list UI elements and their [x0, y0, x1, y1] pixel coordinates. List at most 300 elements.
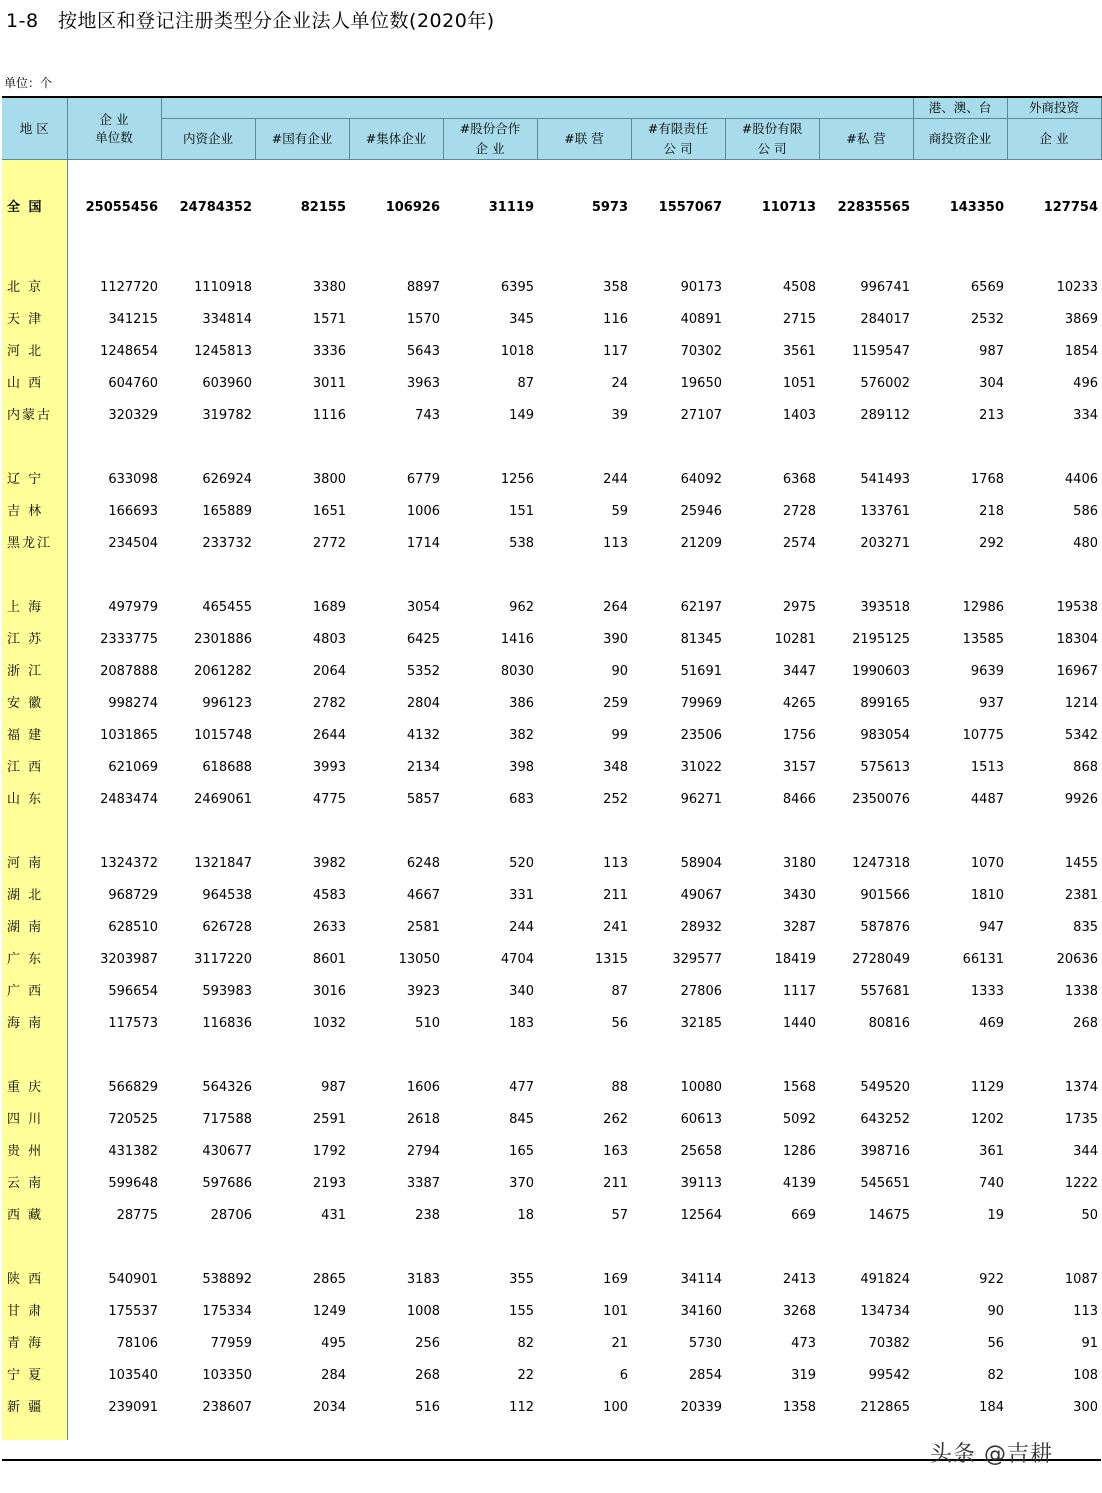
value-cell: 549520 — [860, 1080, 910, 1095]
value-cell — [537, 240, 631, 272]
region-cell: 河 北 — [2, 336, 67, 368]
value-cell: 2195125 — [852, 632, 910, 647]
value-cell: 1374 — [1064, 1080, 1098, 1095]
value-cell: 252 — [603, 792, 628, 807]
header-hmt-bottom: 商投资企业 — [913, 119, 1007, 160]
value-cell: 12564 — [680, 1208, 722, 1223]
value-cell: 241 — [603, 920, 628, 935]
value-cell: 603960 — [202, 376, 252, 391]
value-cell — [67, 1040, 161, 1072]
value-cell: 59 — [611, 504, 628, 519]
value-cell: 1416 — [500, 632, 534, 647]
value-cell: 5352 — [406, 664, 440, 679]
value-cell: 998274 — [108, 696, 158, 711]
value-cell: 292 — [979, 536, 1004, 551]
value-cell — [67, 160, 161, 177]
value-cell: 5342 — [1064, 728, 1098, 743]
value-cell — [725, 1424, 819, 1440]
value-cell: 22 — [517, 1368, 534, 1383]
value-cell: 3268 — [782, 1304, 816, 1319]
value-cell: 70382 — [868, 1336, 910, 1351]
table-row — [2, 1360, 1101, 1392]
value-cell: 604760 — [108, 376, 158, 391]
value-cell: 3963 — [406, 376, 440, 391]
value-cell: 99542 — [868, 1368, 910, 1383]
value-cell: 56 — [987, 1336, 1004, 1351]
value-cell: 3380 — [312, 280, 346, 295]
region-cell: 河 南 — [2, 848, 67, 880]
value-cell — [631, 1232, 725, 1264]
value-cell — [255, 240, 349, 272]
value-cell: 106926 — [385, 200, 440, 215]
value-cell: 80816 — [868, 1016, 910, 1031]
value-cell: 1324372 — [100, 856, 158, 871]
value-cell: 538 — [509, 536, 534, 551]
value-cell — [443, 240, 537, 272]
spacer-row — [2, 1232, 1101, 1264]
value-cell: 2061282 — [194, 664, 252, 679]
value-cell — [913, 1232, 1007, 1264]
table-row — [2, 976, 1101, 1008]
value-cell: 3561 — [782, 344, 816, 359]
value-cell: 473 — [791, 1336, 816, 1351]
value-cell: 341215 — [108, 312, 158, 327]
value-cell: 24784352 — [179, 200, 252, 215]
value-cell: 155 — [509, 1304, 534, 1319]
region-cell: 宁 夏 — [2, 1360, 67, 1392]
region-cell: 陕 西 — [2, 1264, 67, 1296]
watermark: 头条 @吉耕 — [930, 1442, 1053, 1467]
value-cell: 1051 — [782, 376, 816, 391]
value-cell: 77959 — [210, 1336, 252, 1351]
value-cell: 18 — [517, 1208, 534, 1223]
region-cell: 上 海 — [2, 592, 67, 624]
value-cell: 103540 — [108, 1368, 158, 1383]
value-cell: 2350076 — [852, 792, 910, 807]
table-row — [2, 528, 1101, 560]
value-cell — [537, 1040, 631, 1072]
value-cell: 62197 — [680, 600, 722, 615]
value-cell: 348 — [603, 760, 628, 775]
value-cell: 520 — [509, 856, 534, 871]
value-cell — [443, 1232, 537, 1264]
table-row-national — [2, 176, 1101, 240]
table-row — [2, 496, 1101, 528]
value-cell: 163 — [603, 1144, 628, 1159]
value-cell: 256 — [415, 1336, 440, 1351]
value-cell: 28932 — [680, 920, 722, 935]
value-cell: 238607 — [202, 1400, 252, 1415]
value-cell: 6248 — [406, 856, 440, 871]
value-cell: 331 — [509, 888, 534, 903]
value-cell: 24 — [611, 376, 628, 391]
value-cell: 8601 — [312, 952, 346, 967]
value-cell: 81345 — [680, 632, 722, 647]
value-cell: 319 — [791, 1368, 816, 1383]
value-cell: 259 — [603, 696, 628, 711]
value-cell: 545651 — [860, 1176, 910, 1191]
table-header — [2, 97, 1101, 160]
value-cell: 2865 — [312, 1272, 346, 1287]
value-cell: 238 — [415, 1208, 440, 1223]
value-cell: 117 — [603, 344, 628, 359]
table-row — [2, 1264, 1101, 1296]
header-hmt-top: 港、澳、台 — [913, 97, 1007, 119]
value-cell: 3054 — [406, 600, 440, 615]
region-cell — [2, 1040, 67, 1072]
value-cell: 149 — [509, 408, 534, 423]
value-cell: 717588 — [202, 1112, 252, 1127]
value-cell — [725, 1232, 819, 1264]
table-row — [2, 720, 1101, 752]
value-cell: 2618 — [406, 1112, 440, 1127]
region-cell: 全 国 — [2, 176, 67, 240]
value-cell: 56 — [611, 1016, 628, 1031]
header-joint-stock-coop-top: #股份合作 — [459, 121, 521, 136]
value-cell: 1117 — [782, 984, 816, 999]
value-cell: 386 — [509, 696, 534, 711]
region-cell — [2, 432, 67, 464]
value-cell: 23506 — [680, 728, 722, 743]
value-cell: 19650 — [680, 376, 722, 391]
table-row — [2, 880, 1101, 912]
value-cell: 541493 — [860, 472, 910, 487]
value-cell: 1714 — [406, 536, 440, 551]
value-cell: 2581 — [406, 920, 440, 935]
value-cell: 34114 — [680, 1272, 722, 1287]
value-cell: 477 — [509, 1080, 534, 1095]
value-cell: 82 — [987, 1368, 1004, 1383]
value-cell: 50 — [1081, 1208, 1098, 1223]
value-cell: 345 — [509, 312, 534, 327]
value-cell: 3447 — [782, 664, 816, 679]
value-cell: 899165 — [860, 696, 910, 711]
value-cell — [255, 1232, 349, 1264]
value-cell: 370 — [509, 1176, 534, 1191]
value-cell: 496 — [1073, 376, 1098, 391]
value-cell: 2804 — [406, 696, 440, 711]
value-cell: 6779 — [406, 472, 440, 487]
value-cell: 264 — [603, 600, 628, 615]
value-cell: 643252 — [860, 1112, 910, 1127]
value-cell: 8030 — [500, 664, 534, 679]
value-cell — [67, 432, 161, 464]
value-cell: 947 — [979, 920, 1004, 935]
value-cell: 1568 — [782, 1080, 816, 1095]
value-cell: 901566 — [860, 888, 910, 903]
value-cell — [1007, 160, 1101, 177]
table-row — [2, 1008, 1101, 1040]
value-cell: 113 — [603, 856, 628, 871]
value-cell: 4265 — [782, 696, 816, 711]
value-cell: 3869 — [1064, 312, 1098, 327]
value-cell — [67, 1424, 161, 1440]
value-cell: 2301886 — [194, 632, 252, 647]
value-cell: 13050 — [398, 952, 440, 967]
value-cell: 165 — [509, 1144, 534, 1159]
value-cell: 1018 — [500, 344, 534, 359]
value-cell: 82155 — [300, 200, 346, 215]
value-cell — [1007, 432, 1101, 464]
value-cell: 8897 — [406, 280, 440, 295]
value-cell: 334 — [1073, 408, 1098, 423]
value-cell: 566829 — [108, 1080, 158, 1095]
value-cell: 835 — [1073, 920, 1098, 935]
value-cell: 5973 — [591, 200, 628, 215]
value-cell: 262 — [603, 1112, 628, 1127]
table-row — [2, 912, 1101, 944]
value-cell: 2193 — [312, 1176, 346, 1191]
value-cell: 49067 — [680, 888, 722, 903]
value-cell — [443, 560, 537, 592]
value-cell — [1007, 1040, 1101, 1072]
value-cell — [255, 1040, 349, 1072]
region-cell: 山 东 — [2, 784, 67, 816]
value-cell — [819, 816, 913, 848]
region-cell: 四 川 — [2, 1104, 67, 1136]
value-cell: 1606 — [406, 1080, 440, 1095]
value-cell — [443, 160, 537, 177]
unit-label: 单位：个 — [4, 76, 53, 90]
value-cell — [255, 432, 349, 464]
value-cell: 720525 — [108, 1112, 158, 1127]
region-cell: 重 庆 — [2, 1072, 67, 1104]
value-cell — [67, 816, 161, 848]
value-cell: 5092 — [782, 1112, 816, 1127]
value-cell: 334814 — [202, 312, 252, 327]
value-cell — [819, 1424, 913, 1440]
table-row — [2, 272, 1101, 304]
value-cell: 1440 — [782, 1016, 816, 1031]
value-cell: 2064 — [312, 664, 346, 679]
value-cell: 100 — [603, 1400, 628, 1415]
value-cell: 25658 — [680, 1144, 722, 1159]
header-state-owned: #国有企业 — [255, 119, 349, 160]
header-foreign-bottom: 企 业 — [1007, 119, 1101, 160]
value-cell: 3993 — [312, 760, 346, 775]
value-cell — [725, 160, 819, 177]
table-row — [2, 1296, 1101, 1328]
value-cell: 491824 — [860, 1272, 910, 1287]
value-cell: 3011 — [312, 376, 346, 391]
value-cell: 60613 — [680, 1112, 722, 1127]
enterprise-table — [2, 96, 1102, 1440]
region-cell: 湖 北 — [2, 880, 67, 912]
value-cell: 3016 — [312, 984, 346, 999]
value-cell — [255, 1424, 349, 1440]
value-cell: 2034 — [312, 1400, 346, 1415]
table-row — [2, 1392, 1101, 1424]
value-cell: 983054 — [860, 728, 910, 743]
value-cell: 91 — [1081, 1336, 1098, 1351]
value-cell: 184 — [979, 1400, 1004, 1415]
value-cell: 234504 — [108, 536, 158, 551]
value-cell: 13585 — [962, 632, 1004, 647]
value-cell: 6425 — [406, 632, 440, 647]
value-cell: 1571 — [312, 312, 346, 327]
value-cell: 618688 — [202, 760, 252, 775]
value-cell: 166693 — [108, 504, 158, 519]
value-cell — [161, 1232, 255, 1264]
value-cell: 96271 — [680, 792, 722, 807]
value-cell: 1116 — [312, 408, 346, 423]
value-cell: 1286 — [782, 1144, 816, 1159]
value-cell: 32185 — [680, 1016, 722, 1031]
value-cell: 621069 — [108, 760, 158, 775]
value-cell: 2715 — [782, 312, 816, 327]
value-cell: 593983 — [202, 984, 252, 999]
value-cell — [443, 1424, 537, 1440]
value-cell — [725, 240, 819, 272]
value-cell: 2975 — [782, 600, 816, 615]
value-cell: 28775 — [116, 1208, 158, 1223]
value-cell: 3336 — [312, 344, 346, 359]
value-cell: 25946 — [680, 504, 722, 519]
value-cell: 2854 — [688, 1368, 722, 1383]
value-cell: 5730 — [688, 1336, 722, 1351]
value-cell: 268 — [1073, 1016, 1098, 1031]
value-cell — [1007, 240, 1101, 272]
value-cell: 320329 — [108, 408, 158, 423]
region-cell: 黑龙江 — [2, 528, 67, 560]
value-cell: 90 — [611, 664, 628, 679]
value-cell: 127754 — [1043, 200, 1098, 215]
value-cell: 66131 — [962, 952, 1004, 967]
value-cell: 398716 — [860, 1144, 910, 1159]
value-cell — [819, 432, 913, 464]
region-cell: 广 东 — [2, 944, 67, 976]
value-cell: 1570 — [406, 312, 440, 327]
value-cell: 21209 — [680, 536, 722, 551]
value-cell: 382 — [509, 728, 534, 743]
region-cell: 内蒙古 — [2, 400, 67, 432]
table-row — [2, 368, 1101, 400]
value-cell — [631, 560, 725, 592]
value-cell: 183 — [509, 1016, 534, 1031]
value-cell: 431382 — [108, 1144, 158, 1159]
table-row — [2, 1104, 1101, 1136]
value-cell: 596654 — [108, 984, 158, 999]
table-row — [2, 592, 1101, 624]
value-cell: 845 — [509, 1112, 534, 1127]
value-cell: 962 — [509, 600, 534, 615]
value-cell: 626924 — [202, 472, 252, 487]
value-cell: 18419 — [774, 952, 816, 967]
value-cell: 6368 — [782, 472, 816, 487]
value-cell: 319782 — [202, 408, 252, 423]
value-cell: 968729 — [108, 888, 158, 903]
value-cell: 1222 — [1064, 1176, 1098, 1191]
value-cell: 22835565 — [837, 200, 910, 215]
table-row — [2, 1136, 1101, 1168]
value-cell: 626728 — [202, 920, 252, 935]
value-cell: 16967 — [1056, 664, 1098, 679]
value-cell: 1006 — [406, 504, 440, 519]
region-cell: 西 藏 — [2, 1200, 67, 1232]
value-cell: 103350 — [202, 1368, 252, 1383]
value-cell: 169 — [603, 1272, 628, 1287]
value-cell: 39113 — [680, 1176, 722, 1191]
value-cell: 1159547 — [852, 344, 910, 359]
spacer-row — [2, 1040, 1101, 1072]
table-row — [2, 784, 1101, 816]
value-cell: 2134 — [406, 760, 440, 775]
value-cell: 683 — [509, 792, 534, 807]
region-cell — [2, 1424, 67, 1440]
value-cell: 2087888 — [100, 664, 158, 679]
value-cell: 1333 — [970, 984, 1004, 999]
value-cell: 2532 — [970, 312, 1004, 327]
value-cell: 218 — [979, 504, 1004, 519]
value-cell — [161, 432, 255, 464]
value-cell: 1129 — [970, 1080, 1004, 1095]
value-cell: 112 — [509, 1400, 534, 1415]
value-cell: 151 — [509, 504, 534, 519]
region-cell: 安 徽 — [2, 688, 67, 720]
value-cell — [67, 1232, 161, 1264]
value-cell: 1338 — [1064, 984, 1098, 999]
region-cell: 甘 肃 — [2, 1296, 67, 1328]
value-cell: 211 — [603, 1176, 628, 1191]
value-cell: 469 — [979, 1016, 1004, 1031]
value-cell — [819, 1232, 913, 1264]
value-cell: 393518 — [860, 600, 910, 615]
value-cell: 110713 — [761, 200, 816, 215]
table-row — [2, 848, 1101, 880]
value-cell: 57 — [611, 1208, 628, 1223]
value-cell: 2574 — [782, 536, 816, 551]
value-cell: 358 — [603, 280, 628, 295]
value-cell — [913, 432, 1007, 464]
value-cell: 143350 — [949, 200, 1004, 215]
value-cell: 1513 — [970, 760, 1004, 775]
value-cell — [537, 560, 631, 592]
region-cell — [2, 240, 67, 272]
spacer-row — [2, 560, 1101, 592]
value-cell — [255, 160, 349, 177]
value-cell: 20339 — [680, 1400, 722, 1415]
value-cell: 134734 — [860, 1304, 910, 1319]
value-cell: 1087 — [1064, 1272, 1098, 1287]
value-cell — [537, 1424, 631, 1440]
value-cell: 1854 — [1064, 344, 1098, 359]
value-cell: 538892 — [202, 1272, 252, 1287]
value-cell: 669 — [791, 1208, 816, 1223]
value-cell: 9926 — [1064, 792, 1098, 807]
value-cell: 597686 — [202, 1176, 252, 1191]
value-cell — [161, 816, 255, 848]
value-cell — [349, 1424, 443, 1440]
value-cell: 740 — [979, 1176, 1004, 1191]
value-cell: 1249 — [312, 1304, 346, 1319]
value-cell: 743 — [415, 408, 440, 423]
value-cell: 19538 — [1056, 600, 1098, 615]
value-cell: 212865 — [860, 1400, 910, 1415]
value-cell: 398 — [509, 760, 534, 775]
region-cell: 青 海 — [2, 1328, 67, 1360]
value-cell: 575613 — [860, 760, 910, 775]
value-cell — [631, 1424, 725, 1440]
value-cell: 5643 — [406, 344, 440, 359]
value-cell: 3180 — [782, 856, 816, 871]
value-cell: 1214 — [1064, 696, 1098, 711]
value-cell: 2728049 — [852, 952, 910, 967]
spacer-row — [2, 432, 1101, 464]
value-cell: 116 — [603, 312, 628, 327]
value-cell: 10233 — [1056, 280, 1098, 295]
value-cell: 4667 — [406, 888, 440, 903]
value-cell: 40891 — [680, 312, 722, 327]
